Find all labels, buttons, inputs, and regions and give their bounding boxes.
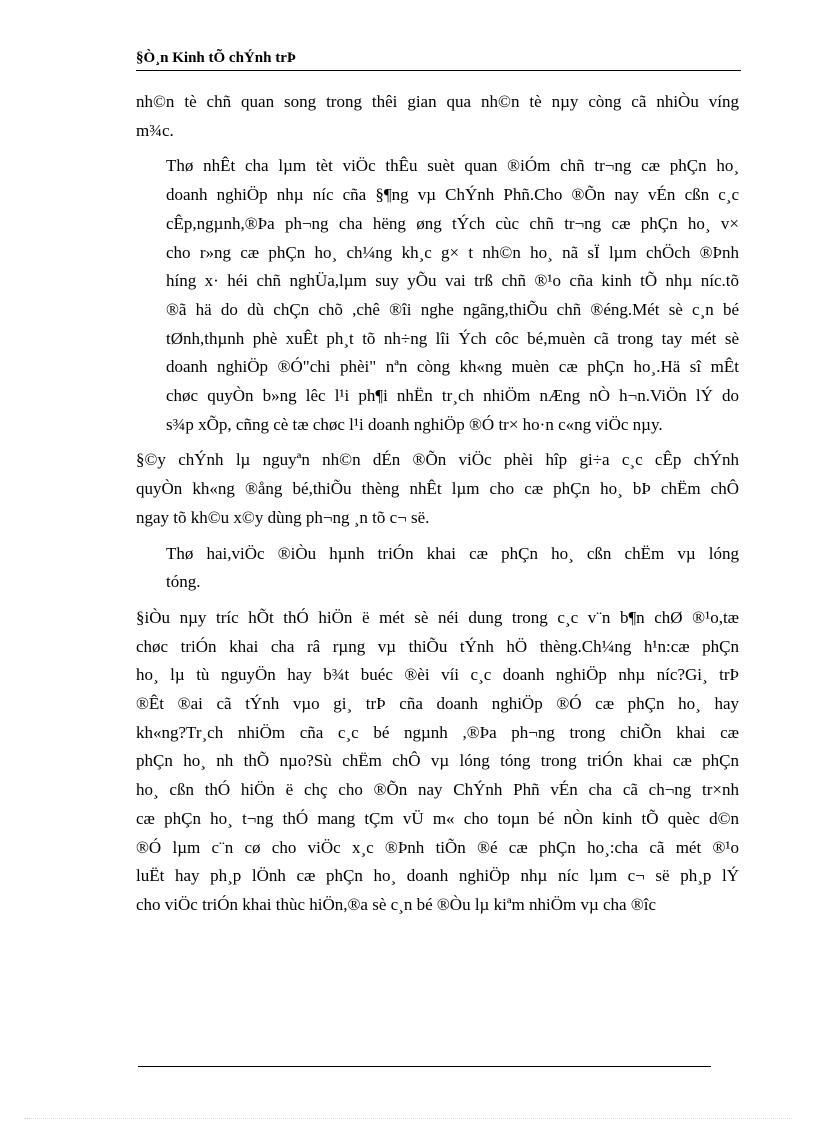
page-header [136,50,741,71]
paragraph [136,446,739,532]
text-line: §iÒu nµy tríc hÕt thÓ hiÖn ë mét sè néi dung trong c¸c v¨n b¶n chØ ®¹o,tæ [136,607,739,627]
text-line: ngay tõ kh©u x©y dùng ph¬ng ¸n tõ c¬ së. [136,507,430,527]
paragraph [136,152,739,439]
document-body [136,88,739,927]
text-line: ®Êt ®ai cã tÝnh vµo gi¸ trÞ cña doanh nghiÖp ®Ó cæ phÇn ho¸ hay [136,694,739,714]
text-line: tØnh,thµnh phè xuÊt ph¸t tõ nh÷ng lîi Ých côc bé,muèn cã trong tay mét sè [166,328,739,348]
text-line: cÊp,ngµnh,®Þa ph¬ng cha hëng øng tÝch cùc chñ tr¬ng cæ phÇn ho¸ v× [166,213,739,233]
text-line: s¾p xÕp, cñng cè tæ chøc l¹i doanh nghiÖp ®Ó tr× ho·n c«ng viÖc nµy. [166,414,663,434]
text-line: ®Ó lµm c¨n cø cho viÖc x¸c ®Þnh tiÕn ®é cæ phÇn ho¸:cha cã mét ®¹o [136,837,739,857]
header-title: §Ò¸n Kinh tÕ chÝnh trÞ [136,50,297,66]
text-line: chøc quyÒn b»ng lêc l¹i ph¶i nhËn tr¸ch nhiÖm nÆng nÒ h¬n.ViÖn lÝ do [166,386,739,406]
text-line: nh©n tè chñ quan song trong thêi gian qua nh©n tè nµy còng cã nhiÒu víng [136,92,739,111]
paragraph [136,540,739,597]
text-line: doanh nghiÖp nhµ níc cña §¶ng vµ ChÝnh Phñ.Cho ®Õn nay vÉn cßn c¸c [166,185,739,205]
text-line: doanh nghiÖp ®Ó"chi phèi" nªn còng kh«ng muèn cæ phÇn ho¸.Hä sî mÊt [166,357,739,377]
text-line: híng x· héi chñ nghÜa,lµm suy yÕu vai trß chñ ®¹o cña kinh tÕ nhµ níc.tõ [166,271,739,291]
text-line: ho¸ lµ tù nguyÖn hay b¾t buéc ®èi víi c¸c doanh nghiÖp nhµ níc?Gi¸ trÞ [136,665,739,685]
text-line: cho viÖc triÓn khai thùc hiÖn,®a sè c¸n bé ®Òu lµ kiªm nhiÖm vµ cha ®îc [136,894,657,914]
page-edge-dots [24,1118,792,1119]
text-line: ®ã hä do dù chÇn chõ ,chê ®îi nghe ngãng,thiÕu chñ ®éng.Mét sè c¸n bé [166,299,739,319]
text-line: cho r»ng cæ phÇn ho¸ ch¼ng kh¸c g× t nh©n ho¸ nã sÏ lµm chÖch ®Þnh [166,242,739,262]
text-line: kh«ng?Tr¸ch nhiÖm cña c¸c bé ngµnh ,®Þa ph¬ng trong chiÕn khai cæ [136,722,739,742]
text-line: Thø hai,viÖc ®iÒu hµnh triÓn khai cæ phÇn ho¸ cßn chËm vµ lóng [166,543,739,563]
text-line: cæ phÇn ho¸ t¬ng thÓ mang tÇm vÜ m« cho toµn bé nÒn kinh tÕ quèc d©n [136,808,739,828]
text-line: §©y chÝnh lµ nguyªn nh©n dÉn ®Õn viÖc phèi hîp gi÷a c¸c cÊp chÝnh [136,450,739,470]
text-line: Thø nhÊt cha lµm tèt viÖc thÊu suèt quan ®iÓm chñ tr¬ng cæ phÇn ho¸ [166,156,739,176]
paragraph [136,604,739,920]
text-line: m¾c. [136,120,174,140]
footer-rule [138,1066,711,1067]
text-line: quyÒn kh«ng ®ång bé,thiÕu thèng nhÊt lµm cho cæ phÇn ho¸ bÞ chËm chÔ [136,479,739,499]
text-line: ho¸ cßn thÓ hiÖn ë chç cho ®Õn nay ChÝnh Phñ vÉn cha cã ch¬ng tr×nh [136,780,739,800]
paragraph [136,88,739,145]
text-line: luËt hay ph¸p lÖnh cæ phÇn ho¸ doanh nghiÖp nhµ níc lµm c¬ së ph¸p lÝ [136,866,739,886]
text-line: phÇn ho¸ nh thÕ nµo?Sù chËm chÔ vµ lóng tóng trong triÓn khai cæ phÇn [136,751,739,771]
text-line: chøc triÓn khai cha râ rµng vµ thiÕu tÝnh hÖ thèng.Ch¼ng h¹n:cæ phÇn [136,636,739,656]
text-line: tóng. [166,572,201,592]
